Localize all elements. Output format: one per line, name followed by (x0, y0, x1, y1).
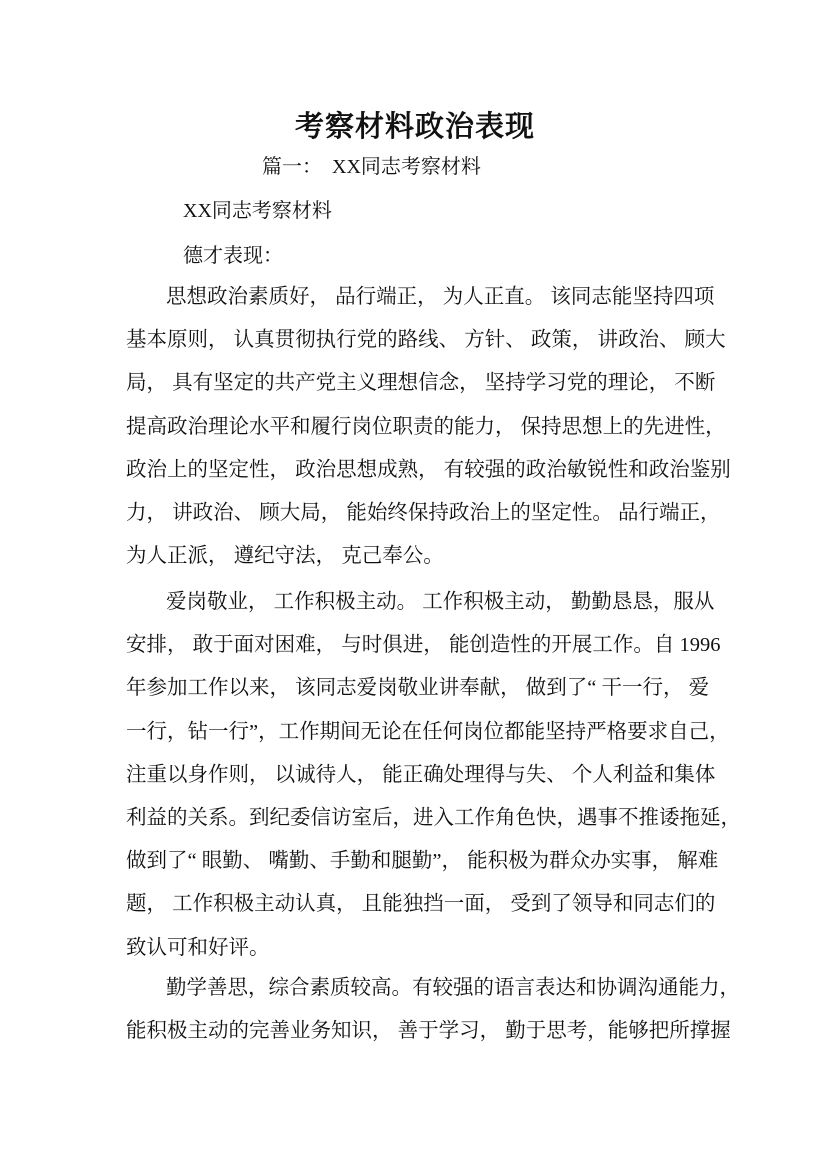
paragraph-line: 题， 工作积极主动认真， 且能独挡一面， 受到了领导和同志们的 (126, 893, 716, 916)
paragraph-line: 安排， 敢于面对困难， 与时俱进， 能创造性的开展工作。自 1996 (126, 634, 721, 657)
paragraph-line: 局， 具有坚定的共产党主义理想信念， 坚持学习党的理论， 不断 (126, 372, 716, 395)
section-heading: XX同志考察材料 (183, 200, 332, 222)
paragraph-line: 一行，钻一行”，工作期间无论在任何岗位都能坚持严格要求自己， (126, 720, 730, 743)
paragraph-line: 提高政治理论水平和履行岗位职责的能力， 保持思想上的先进性， (126, 415, 726, 438)
paragraph-line: 为人正派， 遵纪守法， 克己奉公。 (126, 545, 444, 568)
document-subtitle: 篇一： XX同志考察材料 (262, 156, 481, 178)
paragraph-line: 力， 讲政治、 顾大局， 能始终保持政治上的坚定性。 品行端正， (126, 502, 721, 524)
paragraph-line: 勤学善思，综合素质较高。有较强的语言表达和协调沟通能力， (166, 977, 740, 999)
paragraph-line: 思想政治素质好， 品行端正， 为人正直。 该同志能坚持四项 (166, 286, 715, 308)
paragraph-line: 基本原则， 认真贯彻执行党的路线、 方针、 政策， 讲政治、 顾大 (126, 329, 726, 352)
paragraph-line: 注重以身作则， 以诚待人， 能正确处理得与失、 个人利益和集体 (126, 763, 716, 786)
paragraph-line: 利益的关系。到纪委信访室后，进入工作角色快，遇事不推诿拖延， (126, 807, 741, 829)
paragraph-line: 年参加工作以来， 该同志爱岗敬业讲奉献， 做到了“ 干一行， 爱 (126, 677, 710, 700)
paragraph-line: 政治上的坚定性， 政治思想成熟， 有较强的政治敏锐性和政治鉴别 (126, 458, 731, 481)
paragraph-line: 致认可和好评。 (126, 936, 270, 959)
document-title: 考察材料政治表现 (294, 111, 535, 143)
paragraph-line: 做到了“ 眼勤、 嘴勤、手勤和腿勤”， 能积极为群众办实事， 解难 (126, 850, 719, 873)
section-label: 德才表现： (183, 245, 283, 267)
paragraph-line: 爱岗敬业， 工作积极主动。 工作积极主动， 勤勤恳恳，服从 (166, 591, 715, 613)
paragraph-line: 能积极主动的完善业务知识， 善于学习， 勤于思考，能够把所撑握 (126, 1020, 731, 1043)
